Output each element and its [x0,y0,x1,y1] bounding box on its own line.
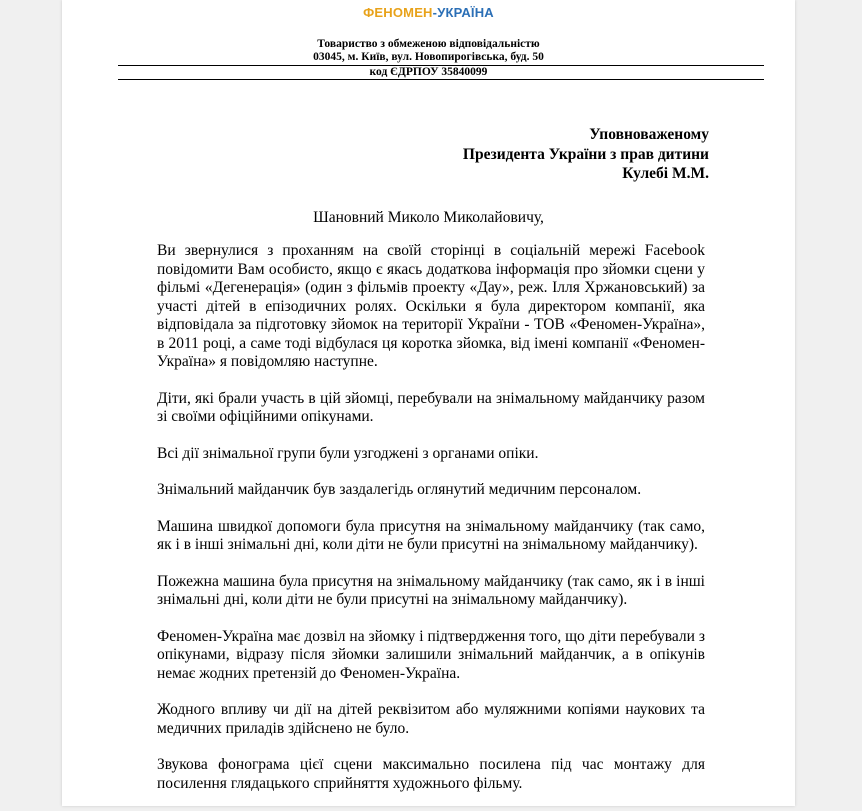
paragraph-fire-truck: Пожежна машина була присутня на знімальному майданчику (так само, як і в інші знімальні дні, коли діти не були присутні на знімальному майданчику). [157,572,705,608]
paragraph-custody-agreement: Всі дії знімальної групи були узгоджені з органами опіки. [157,444,539,462]
addressee-block [463,125,709,184]
logo-text-dash: - [432,5,438,20]
paragraph-medical-inspection: Знімальний майданчик був заздалегідь оглянутий медичним персоналом. [157,481,642,498]
paragraph-soundtrack: Звукова фонограма цієї сцени максимально посилена під час монтажу для посилення глядацького сприйняття художнього фільму. [157,756,705,792]
header-divider-bottom [118,79,764,80]
paragraph-permit: Феномен-Україна має дозвіл на зйомку і підтвердження того, що діти перебували з опікунами, відразу після зйомки залишили знімальний майданчик, а в опікунів немає жодних претензій до Феномен-Україна. [157,627,705,682]
paragraph-props: Жодного впливу чи дії на дітей реквізитом або муляжними копіями наукових та медичних приладів здійснено не було. [157,701,705,737]
paragraph-ambulance: Машина швидкої допомоги була присутня на знімальному майданчику (так само, як і в інші знімальні дні, коли діти не були присутні на знімальному майданчику). [157,517,705,553]
addressee-line-3: Кулебі М.М. [622,165,709,182]
company-logo [62,4,795,22]
document-page [62,0,795,806]
company-name: Товариство з обмеженою відповідальністю [317,38,540,50]
salutation: Шановний Миколо Миколайовичу, [313,209,544,226]
company-edrpou: код ЄДРПОУ 35840099 [369,66,488,78]
paragraph-intro: Ви звернулися з проханням на своїй сторінці в соціальній мережі Facebook повідомити Вам особисто, якщо є якась додаткова інформація про зйомки сцени у фільмі «Дегенерація» (один з фільмів проекту «Дау», реж. Ілля Хржановський) за участі дітей в епізодичних ролях. Оскільки я була директором компанії, яка відповідала за підготовку зйомок на території України - ТОВ «Феномен-Україна», в 2011 році, а саме тоді відбулася ця коротка зйомка, від імені компанії «Феномен-Україна» я повідомляю наступне. [157,242,705,370]
addressee-line-1: Уповноваженому [589,126,709,143]
addressee-line-2: Президента України з прав дитини [462,145,709,163]
company-address: 03045, м. Київ, вул. Новопирогівська, буд. 50 [313,51,544,63]
letter-body [157,242,705,811]
paragraph-guardians: Діти, які брали участь в цій зйомці, перебували на знімальному майданчику разом зі своїми офіційними опікунами. [157,389,705,425]
logo-text-ukraina: УКРАЇНА [437,5,494,20]
company-details [62,38,795,64]
logo-text-fenomen: ФЕНОМЕН [363,5,433,20]
